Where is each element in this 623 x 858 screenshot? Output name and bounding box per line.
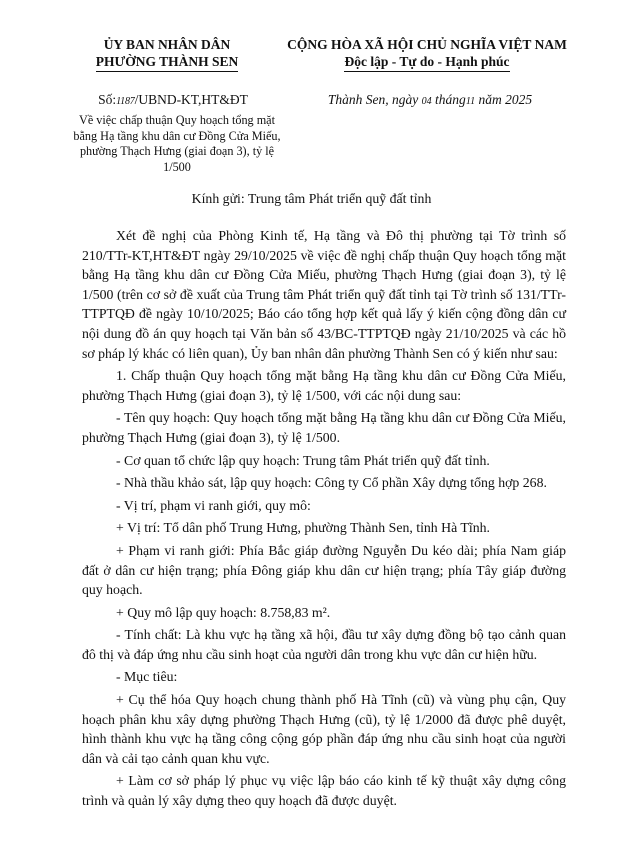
body-paragraph: - Tên quy hoạch: Quy hoạch tổng mặt bằng Hạ tầng khu dân cư Đồng Cửa Miếu, phường Thạch Hưng (giai đoạn 3), tỷ lệ 1/500. bbox=[82, 410, 566, 445]
body-paragraph: + Quy mô lập quy hoạch: 8.758,83 m². bbox=[116, 604, 331, 620]
body-paragraph: - Nhà thầu khảo sát, lập quy hoạch: Công ty Cổ phần Xây dựng tổng hợp 268. bbox=[116, 475, 547, 491]
body-paragraph: + Vị trí: Tổ dân phố Trung Hưng, phường Thành Sen, tỉnh Hà Tĩnh. bbox=[116, 520, 490, 536]
document-number bbox=[78, 91, 268, 110]
issuing-authority bbox=[62, 36, 272, 72]
doc-number-suffix: /UBND-KT,HT&ĐT bbox=[134, 92, 248, 107]
date-prefix: Thành Sen, ngày bbox=[327, 92, 419, 107]
body-paragraph: + Làm cơ sở pháp lý phục vụ việc lập báo cáo kinh tế kỹ thuật xây dựng công trình và quản lý xây dựng theo quy hoạch đã được duyệt. bbox=[82, 773, 566, 809]
document-date bbox=[300, 91, 560, 110]
doc-number-prefix: Số: bbox=[98, 92, 117, 107]
body-paragraph: 1. Chấp thuận Quy hoạch tổng mặt bằng Hạ tầng khu dân cư Đồng Cửa Miếu, phường Thạch Hưng (giai đoạn 3), tỷ lệ 1/500, với các nội dung sau: bbox=[82, 368, 566, 403]
body-paragraph: + Cụ thể hóa Quy hoạch chung thành phố Hà Tĩnh (cũ) và vùng phụ cận, Quy hoạch phân khu xây dựng phường Thạch Hưng (cũ), tỷ lệ 1/2000 đã được phê duyệt, hình thành khu vực hạ tầng công cộng góp phần đáp ứng nhu cầu sinh hoạt của người dân và cải tạo cảnh quan khu vực. bbox=[82, 692, 566, 766]
country-name: CỘNG HÒA XÃ HỘI CHỦ NGHĨA VIỆT NAM bbox=[287, 37, 567, 52]
document-subject: Về việc chấp thuận Quy hoạch tổng mặt bằng Hạ tầng khu dân cư Đồng Cửa Miếu, phường Thạch Hưng (giai đoạn 3), tỷ lệ 1/500 bbox=[73, 113, 281, 174]
date-month: 11 bbox=[465, 96, 476, 107]
national-heading bbox=[262, 36, 592, 72]
authority-line1: ỦY BAN NHÂN DÂN bbox=[103, 37, 231, 52]
date-day: 04 bbox=[421, 96, 432, 107]
document-body bbox=[82, 226, 566, 811]
body-paragraph: Xét đề nghị của Phòng Kinh tế, Hạ tầng và Đô thị phường tại Tờ trình số 210/TTr-KT,HT&ĐT ngày 29/10/2025 về việc đề nghị chấp thuận Quy hoạch tổng mặt bằng Hạ tầng khu dân cư Đồng Cửa Miếu, phường Thạch Hưng (giai đoạn 3), tỷ lệ 1/500 (trên cơ sở đề xuất của Trung tâm Phát triển quỹ đất tỉnh tại Tờ trình số 131/TTr-TTPTQĐ đề ngày 10/10/2025; Báo cáo tổng hợp kết quả lấy ý kiến cộng đồng dân cư nội dung đồ án quy hoạch tại Văn bản số 43/BC-TTPTQĐ ngày 21/10/2025 và các hồ sơ pháp lý khác có liên quan), Ủy ban nhân dân phường Thành Sen có ý kiến như sau: bbox=[82, 228, 566, 361]
body-paragraph: + Phạm vi ranh giới: Phía Bắc giáp đường Nguyễn Du kéo dài; phía Nam giáp đất ở dân cư hiện trạng; phía Đông giáp khu dân cư hiện trạng; phía Tây giáp đường quy hoạch. bbox=[82, 542, 566, 598]
national-motto: Độc lập - Tự do - Hạnh phúc bbox=[344, 53, 509, 72]
recipient-line: Kính gửi: Trung tâm Phát triển quỹ đất tỉnh bbox=[191, 191, 432, 206]
date-year: năm 2025 bbox=[478, 92, 533, 107]
date-month-label: tháng bbox=[435, 92, 466, 107]
body-paragraph: - Vị trí, phạm vi ranh giới, quy mô: bbox=[116, 497, 311, 513]
authority-line2: PHƯỜNG THÀNH SEN bbox=[96, 53, 239, 72]
doc-number-handwritten: 1187 bbox=[116, 96, 135, 107]
body-paragraph: - Mục tiêu: bbox=[116, 669, 178, 685]
body-paragraph: - Cơ quan tổ chức lập quy hoạch: Trung tâm Phát triển quỹ đất tỉnh. bbox=[116, 452, 490, 468]
body-paragraph: - Tính chất: Là khu vực hạ tầng xã hội, đầu tư xây dựng đồng bộ tạo cảnh quan đô thị và đáp ứng nhu cầu sinh hoạt của người dân trong khu vực dân cư hiện hữu. bbox=[82, 627, 566, 662]
